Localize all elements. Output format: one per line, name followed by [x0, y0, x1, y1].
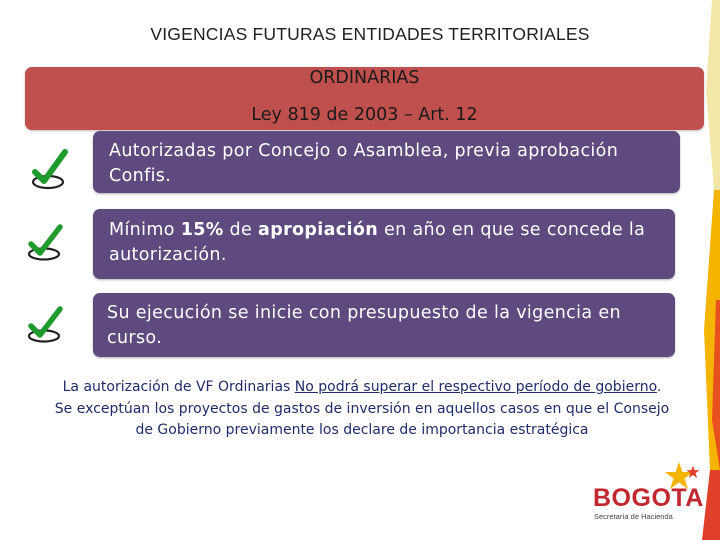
- banner-heading: ORDINARIAS: [309, 68, 420, 88]
- banner-law-reference: Ley 819 de 2003 – Art. 12: [251, 105, 478, 125]
- requirement-card-approval: [93, 131, 680, 193]
- checkmark-icon: [27, 306, 65, 346]
- logo-subtitle: Secretaría de Hacienda: [594, 512, 673, 521]
- authorization-note: [52, 377, 672, 442]
- requirement-text: en año en que se concede la autorización.: [109, 220, 646, 265]
- decorative-edge-stripe: [700, 0, 720, 540]
- note-text: . Se exceptúan los proyectos de gastos de inversión en aquellos casos en que el Consejo de Gobierno previamente los declare de importancia estratégica: [54, 379, 670, 438]
- requirement-text: Mínimo: [109, 220, 181, 240]
- checkmark-icon: [27, 224, 65, 264]
- note-text: La autorización de VF Ordinarias: [62, 379, 295, 395]
- slide-title: VIGENCIAS FUTURAS ENTIDADES TERRITORIALES: [150, 24, 590, 44]
- appropriation-highlight: apropiación: [258, 220, 379, 240]
- requirement-text: Autorizadas por Concejo o Asamblea, previa aprobación Confis.: [109, 141, 619, 186]
- requirement-text: de: [223, 220, 259, 240]
- requirement-card-minimum-appropriation: [93, 209, 675, 279]
- requirement-text: Su ejecución se inicie con presupuesto de la vigencia en curso.: [107, 303, 621, 348]
- note-underlined-text: No podrá superar el respectivo período de gobierno: [294, 379, 657, 395]
- requirement-card-execution: [93, 293, 675, 357]
- checkmark-icon: [31, 148, 69, 192]
- percentage-highlight: 15%: [180, 220, 224, 240]
- bogota-logo: BOGOTA: [593, 484, 704, 512]
- star-icon: [686, 465, 700, 479]
